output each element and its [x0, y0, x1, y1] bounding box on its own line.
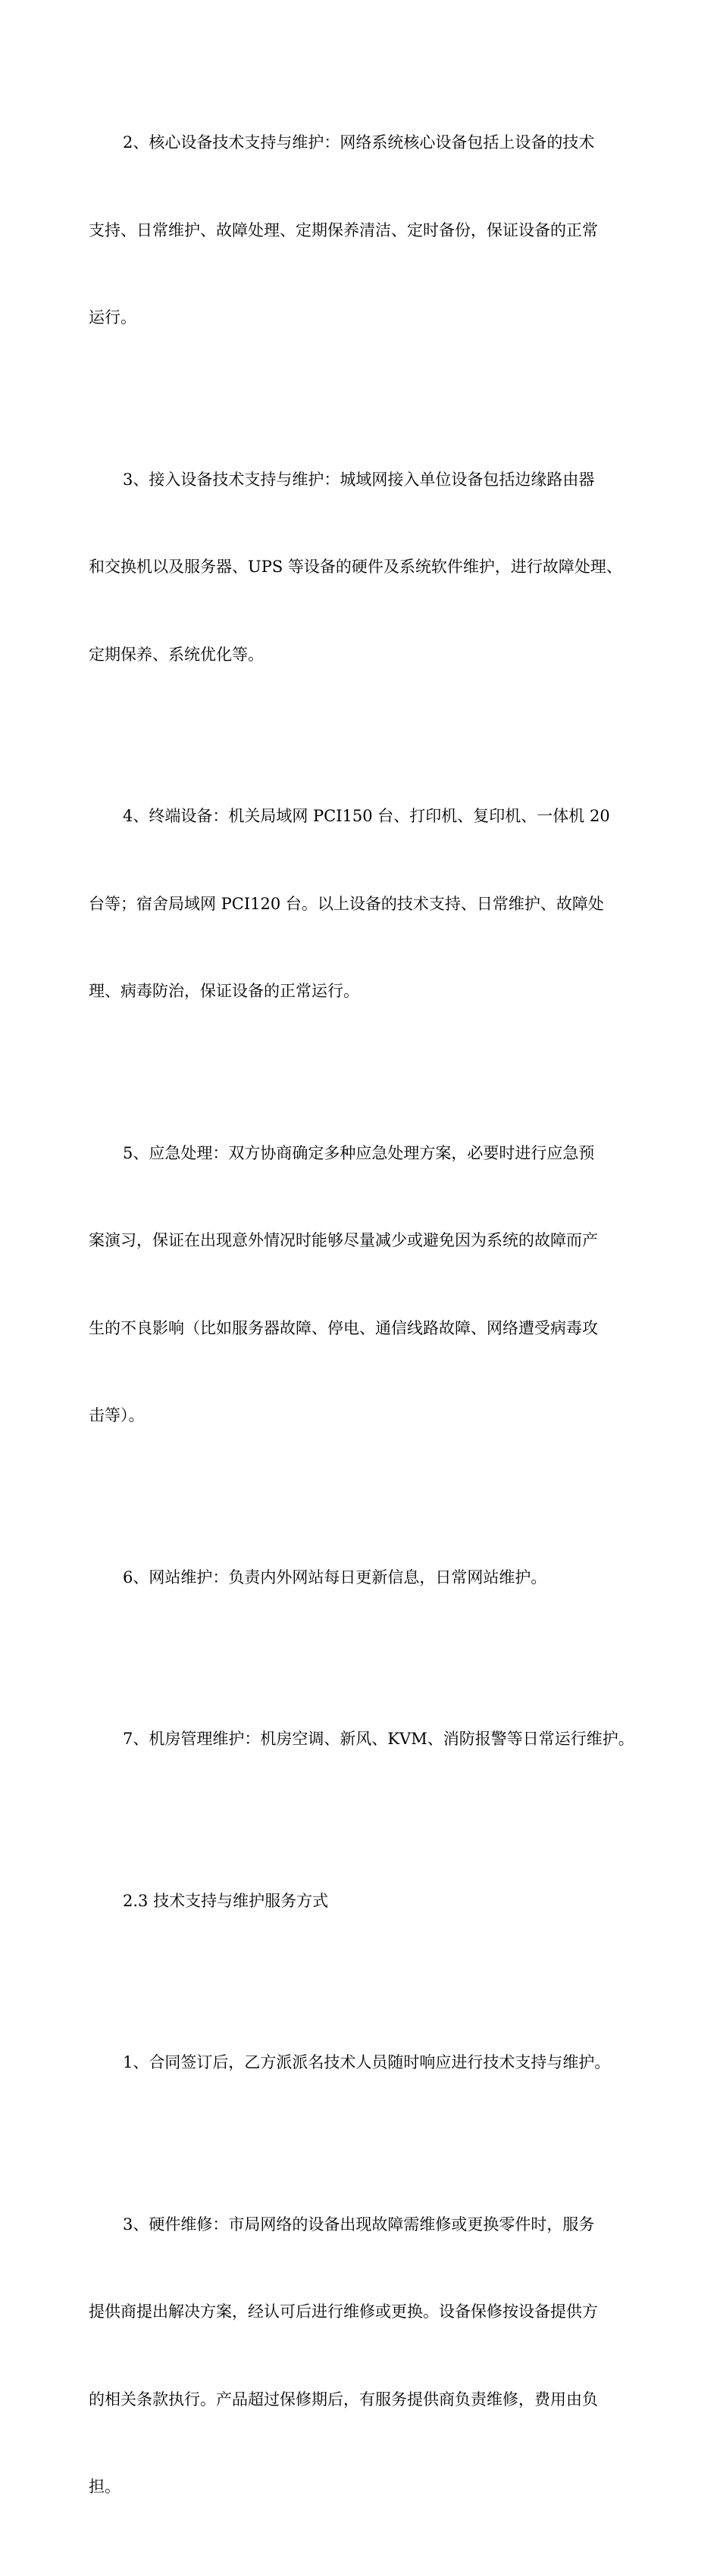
text-line: 担。 — [89, 2478, 121, 2496]
paragraph-machine-room — [89, 1666, 642, 1812]
paragraph-emergency-handling — [89, 1080, 642, 1489]
text-line: 击等）。 — [89, 1406, 145, 1424]
text-line: 提供商提出解决方案，经认可后进行维修或更换。设备保修按设备提供方 — [89, 2302, 598, 2321]
paragraph-access-equipment — [89, 407, 642, 728]
text-line: 案演习，保证在出现意外情况时能够尽量减少或避免因为系统的故障而产 — [89, 1231, 598, 1249]
paragraph-website-maintenance — [89, 1505, 642, 1651]
text-line: 支持、日常维护、故障处理、定期保养清洁、定时备份，保证设备的正常 — [89, 220, 598, 239]
text-line: 2.3 技术支持与维护服务方式 — [123, 1891, 329, 1910]
text-line: 运行。 — [89, 308, 136, 327]
text-line: 台等；宿舍局域网 PCI120 台。以上设备的技术支持、日常维护、故障处 — [89, 894, 604, 913]
text-line: 生的不良影响（比如服务器故障、停电、通信线路故障、网络遭受病毒攻 — [89, 1318, 598, 1337]
text-line: 的相关条款执行。产品超过保修期后，有服务提供商负责维修，费用由负 — [89, 2390, 598, 2409]
paragraph-contract — [89, 1990, 642, 2136]
text-line: 理、病毒防治，保证设备的正常运行。 — [89, 982, 359, 1000]
text-line: 6、网站维护：负责内外网站每日更新信息，日常网站维护。 — [123, 1568, 547, 1587]
text-line: 7、机房管理维护：机房空调、新风、KVM、消防报警等日常运行维护。 — [123, 1730, 634, 1748]
text-line: 2、核心设备技术支持与维护：网络系统核心设备包括上设备的技术 — [123, 133, 595, 152]
paragraph-hardware-repair — [89, 2152, 642, 2560]
paragraph-terminal-equipment — [89, 743, 642, 1064]
text-line: 5、应急处理：双方协商确定多种应急处理方案，必要时进行应急预 — [123, 1143, 595, 1162]
text-line: 3、接入设备技术支持与维护：城域网接入单位设备包括边缘路由器 — [123, 470, 595, 489]
text-line: 和交换机以及服务器、UPS 等设备的硬件及系统软件维护，进行故障处理、 — [89, 558, 622, 576]
text-line: 1、合同签订后，乙方派派名技术人员随时响应进行技术支持与维护。 — [123, 2053, 611, 2071]
text-line: 4、终端设备：机关局域网 PCI150 台、打印机、复印机、一体机 20 — [123, 807, 610, 825]
text-line: 定期保养、系统优化等。 — [89, 645, 264, 664]
paragraph-core-equipment — [89, 70, 642, 391]
document-body — [89, 70, 642, 2576]
section-heading — [89, 1828, 642, 1974]
text-line: 3、硬件维修：市局网络的设备出现故障需维修或更换零件时，服务 — [123, 2215, 595, 2234]
